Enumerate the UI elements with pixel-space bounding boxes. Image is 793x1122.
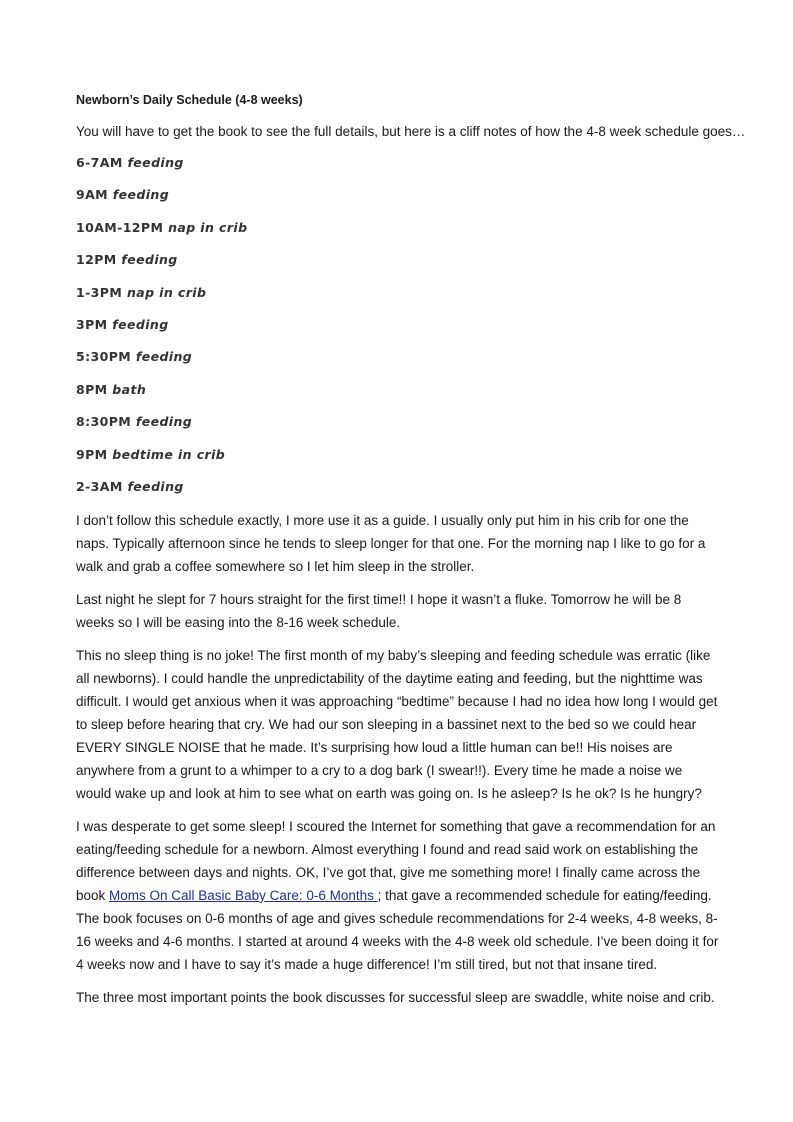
schedule-item xyxy=(76,348,720,366)
schedule-activity: feeding xyxy=(135,414,193,430)
paragraph-no-sleep: This no sleep thing is no joke! The first month of my baby’s sleeping and feeding schedule was erratic (like all newborns). I could handle the unpredictability of the daytime eating and feeding, but the nighttime was difficult. I would get anxious when it was approaching “bedtime” because I had no idea how long I would get to sleep before hearing that cry. We had our son sleeping in a bassinet next to the bed so we could hear EVERY SINGLE NOISE that he made. It’s surprising how loud a little human can be!! His noises are anywhere from a grunt to a whimper to a cry to a dog bark (I swear!!). Every time he made a noise we would wake up and look at him to see what on earth was going on. Is he asleep? Is he ok? Is he hungry? xyxy=(76,647,718,801)
schedule-time: 3PM xyxy=(76,316,108,332)
intro-paragraph: You will have to get the book to see the full details, but here is a cliff notes of how the 4-8 week schedule goes… xyxy=(76,124,746,139)
schedule-activity: feeding xyxy=(112,187,170,203)
page-title: Newborn’s Daily Schedule (4-8 weeks) xyxy=(76,93,303,107)
schedule-item xyxy=(76,284,720,302)
schedule-time: 2-3AM xyxy=(76,478,123,494)
schedule-activity: feeding xyxy=(127,478,184,494)
schedule-activity: nap in crib xyxy=(168,219,248,235)
paragraph-text: ; that gave a recommended schedule for eating/feeding. The book focuses on 0-6 months of age and gives schedule recommendations for 2-4 weeks, 4-8 weeks, 8-16 weeks and 4-6 months. I started at around 4 weeks with the 4-8 week old schedule. I’ve been doing it for 4 weeks now and I have to say it’s made a huge difference! I’m still tired, but not that insane tired. xyxy=(76,887,719,972)
schedule-item xyxy=(76,316,720,334)
schedule-activity: feeding xyxy=(121,252,178,268)
schedule-item xyxy=(76,446,720,464)
schedule-activity: feeding xyxy=(127,155,184,170)
schedule-item xyxy=(76,478,720,496)
paragraph-text: I was desperate to get some sleep! I scoured the Internet for something that gave a recommendation for an eating/feeding schedule for a newborn. Almost everything I found and read said work on establishing the difference between days and nights. OK, I’ve got that, give me something more! I finally came across the book xyxy=(76,818,716,903)
schedule-time: 8PM xyxy=(76,381,108,397)
paragraph-last-night: Last night he slept for 7 hours straight for the first time!! I hope it wasn’t a fluke. Tomorrow he will be 8 weeks so I will be easing into the 8-16 week schedule. xyxy=(76,591,682,630)
schedule-item xyxy=(76,381,720,399)
schedule-activity: feeding xyxy=(112,316,169,332)
paragraph-desperate-for-sleep xyxy=(76,815,720,976)
schedule-time: 12PM xyxy=(76,252,117,268)
schedule-item xyxy=(76,186,720,204)
schedule-activity: nap in crib xyxy=(126,284,207,300)
paragraph-schedule-usage: I don’t follow this schedule exactly, I more use it as a guide. I usually only put him in his crib for one the naps. Typically afternoon since he tends to sleep longer for that one. For the morning nap I like to go for a walk and grab a coffee somewhere so I let him sleep in the stroller. xyxy=(76,512,706,574)
schedule-time: 9PM xyxy=(76,446,108,462)
schedule-item xyxy=(76,154,720,172)
schedule-list xyxy=(76,154,720,496)
schedule-time: 10AM-12PM xyxy=(76,219,164,235)
schedule-activity: bedtime in crib xyxy=(112,446,226,462)
schedule-activity: bath xyxy=(112,381,147,397)
schedule-time: 1-3PM xyxy=(76,284,123,300)
schedule-time: 8:30PM xyxy=(76,414,132,430)
document-page xyxy=(76,92,746,1019)
schedule-time: 5:30PM xyxy=(76,349,132,365)
schedule-item xyxy=(76,219,720,237)
schedule-time: 9AM xyxy=(76,187,109,203)
schedule-item xyxy=(76,413,720,431)
schedule-activity: feeding xyxy=(135,349,193,365)
schedule-item xyxy=(76,251,720,269)
book-link[interactable]: Moms On Call Basic Baby Care: 0-6 Months xyxy=(109,887,378,903)
paragraph-key-points: The three most important points the book discusses for successful sleep are swaddle, white noise and crib. xyxy=(76,989,715,1005)
schedule-time: 6-7AM xyxy=(76,155,123,170)
